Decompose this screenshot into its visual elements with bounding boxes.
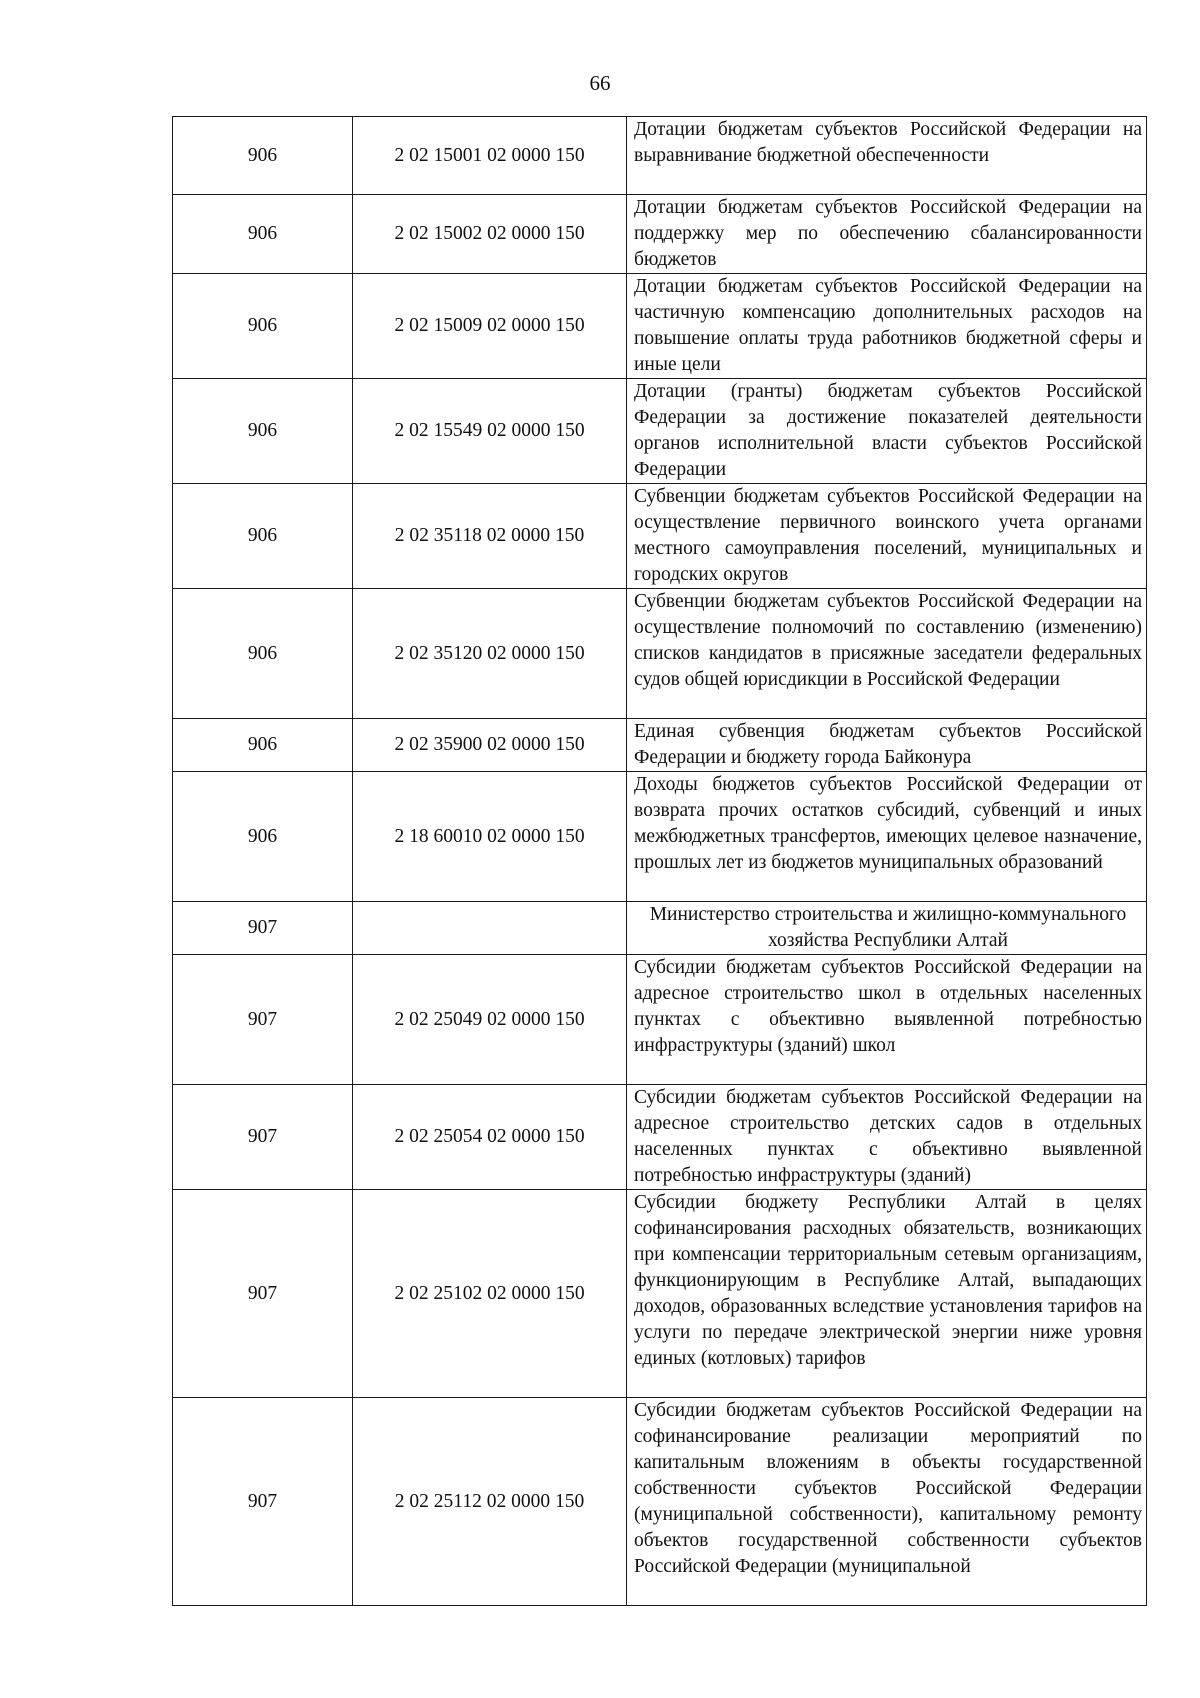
table-row — [173, 902, 1147, 955]
revenue-name-cell: Субвенции бюджетам субъектов Российской Федерации на осуществление первичного воинского учета органами местного самоуправления поселений, муниципальных и городских округов — [627, 484, 1147, 589]
kbk-code-cell: 2 02 15001 02 0000 150 — [353, 117, 627, 195]
kbk-code-cell: 2 02 25049 02 0000 150 — [353, 955, 627, 1085]
table-row — [173, 117, 1147, 195]
revenue-name-cell: Субсидии бюджетам субъектов Российской Федерации на софинансирование реализации мероприятий по капитальным вложениям в объекты государственной собственности субъектов Российской Федерации (муниципальной собственности), капитальному ремонту объектов государственной собственности субъектов Российской Федерации (муниципальной — [627, 1398, 1147, 1606]
admin-code-cell: 906 — [173, 274, 353, 379]
admin-code-cell: 906 — [173, 719, 353, 772]
revenue-name-cell: Дотации бюджетам субъектов Российской Федерации на поддержку мер по обеспечению сбалансированности бюджетов — [627, 195, 1147, 274]
admin-code-cell: 906 — [173, 772, 353, 902]
admin-code-cell: 907 — [173, 1398, 353, 1606]
revenue-codes-table — [172, 116, 1147, 1606]
table-row — [173, 379, 1147, 484]
admin-code-cell: 907 — [173, 902, 353, 955]
kbk-code-cell: 2 02 35120 02 0000 150 — [353, 589, 627, 719]
revenue-name-cell: Дотации (гранты) бюджетам субъектов Российской Федерации за достижение показателей деятельности органов исполнительной власти субъектов Российской Федерации — [627, 379, 1147, 484]
revenue-name-cell: Субсидии бюджету Республики Алтай в целях софинансирования расходных обязательств, возникающих при компенсации территориальным сетевым организациям, функционирующим в Республике Алтай, выпадающих доходов, образованных вследствие установления тарифов на услуги по передаче электрической энергии ниже уровня единых (котловых) тарифов — [627, 1190, 1147, 1398]
revenue-name-cell: Единая субвенция бюджетам субъектов Российской Федерации и бюджету города Байконура — [627, 719, 1147, 772]
kbk-code-cell: 2 02 15009 02 0000 150 — [353, 274, 627, 379]
kbk-code-cell: 2 02 35900 02 0000 150 — [353, 719, 627, 772]
table-row — [173, 772, 1147, 902]
kbk-code-cell: 2 02 25102 02 0000 150 — [353, 1190, 627, 1398]
admin-code-cell: 907 — [173, 1190, 353, 1398]
admin-code-cell: 907 — [173, 955, 353, 1085]
admin-code-cell: 906 — [173, 379, 353, 484]
table-row — [173, 719, 1147, 772]
revenue-name-cell: Субсидии бюджетам субъектов Российской Федерации на адресное строительство школ в отдельных населенных пунктах с объективно выявленной потребностью инфраструктуры (зданий) школ — [627, 955, 1147, 1085]
kbk-code-cell — [353, 902, 627, 955]
page-number: 66 — [589, 71, 611, 95]
revenue-name-cell: Субсидии бюджетам субъектов Российской Федерации на адресное строительство детских садов в отдельных населенных пунктах с объективно выявленной потребностью инфраструктуры (зданий) — [627, 1085, 1147, 1190]
table-row — [173, 484, 1147, 589]
admin-code-cell: 907 — [173, 1085, 353, 1190]
admin-code-cell: 906 — [173, 195, 353, 274]
kbk-code-cell: 2 02 15002 02 0000 150 — [353, 195, 627, 274]
admin-code-cell: 906 — [173, 484, 353, 589]
table-row — [173, 1190, 1147, 1398]
kbk-code-cell: 2 18 60010 02 0000 150 — [353, 772, 627, 902]
revenue-name-cell: Доходы бюджетов субъектов Российской Федерации от возврата прочих остатков субсидий, субвенций и иных межбюджетных трансфертов, имеющих целевое назначение, прошлых лет из бюджетов муниципальных образований — [627, 772, 1147, 902]
kbk-code-cell: 2 02 25054 02 0000 150 — [353, 1085, 627, 1190]
table-row — [173, 195, 1147, 274]
kbk-code-cell: 2 02 15549 02 0000 150 — [353, 379, 627, 484]
revenue-name-cell: Субвенции бюджетам субъектов Российской Федерации на осуществление полномочий по составлению (изменению) списков кандидатов в присяжные заседатели федеральных судов общей юрисдикции в Российской Федерации — [627, 589, 1147, 719]
kbk-code-cell: 2 02 25112 02 0000 150 — [353, 1398, 627, 1606]
revenue-name-cell: Дотации бюджетам субъектов Российской Федерации на частичную компенсацию дополнительных расходов на повышение оплаты труда работников бюджетной сферы и иные цели — [627, 274, 1147, 379]
table-row — [173, 1085, 1147, 1190]
admin-code-cell: 906 — [173, 117, 353, 195]
admin-code-cell: 906 — [173, 589, 353, 719]
table-row — [173, 274, 1147, 379]
revenue-name-cell: Дотации бюджетам субъектов Российской Федерации на выравнивание бюджетной обеспеченности — [627, 117, 1147, 195]
table-row — [173, 589, 1147, 719]
kbk-code-cell: 2 02 35118 02 0000 150 — [353, 484, 627, 589]
table-row — [173, 1398, 1147, 1606]
ministry-heading-cell: Министерство строительства и жилищно-коммунального хозяйства Республики Алтай — [627, 902, 1147, 955]
table-row — [173, 955, 1147, 1085]
